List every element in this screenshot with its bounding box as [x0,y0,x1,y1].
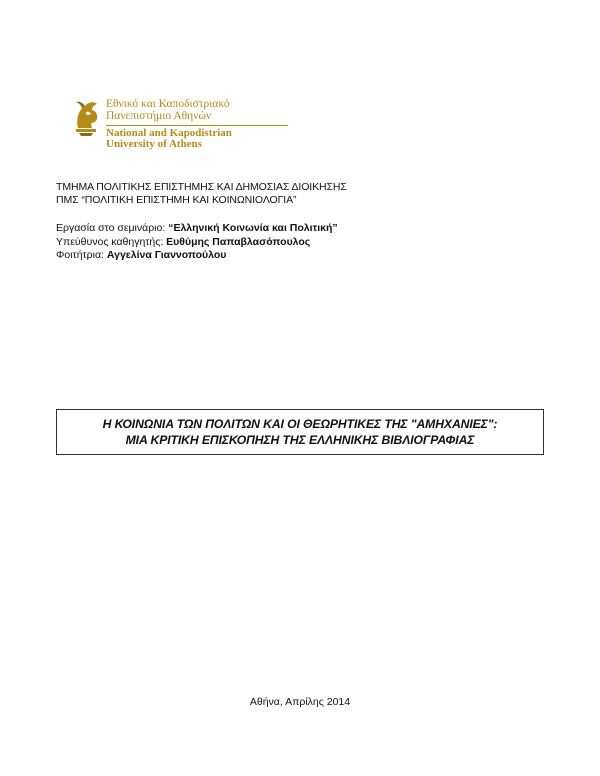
university-logo [72,96,292,156]
supervisor-value: Ευθύμης Παπαβλασόπουλος [166,235,311,248]
logo-divider [106,125,288,126]
supervisor-label: Υπεύθυνος καθηγητής: [56,235,167,248]
department-block [56,181,347,207]
logo-greek-line2: Πανεπιστήμιο Αθηνών [106,110,212,122]
seminar-value: “Ελληνική Κοινωνία και Πολιτική” [168,222,338,234]
seminar-label: Εργασία στο σεμινάριο: [56,222,169,234]
department-name: ΤΜΗΜΑ ΠΟΛΙΤΙΚΗΣ ΕΠΙΣΤΗΜΗΣ ΚΑΙ ΔΗΜΟΣΙΑΣ ΔΙΟΙΚΗΣΗΣ [56,181,347,193]
title-line1: Η ΚΟΙΝΩΝΙΑ ΤΩΝ ΠΟΛΙΤΩΝ ΚΑΙ ΟΙ ΘΕΩΡΗΤΙΚΕΣ ΤΗΣ "ΑΜΗΧΑΝΙΕΣ": [102,417,498,431]
place-date: Αθήνα, Απρίλης 2014 [249,696,351,708]
student-label: Φοιτήτρια: [56,249,107,261]
title-line2: ΜΙΑ ΚΡΙΤΙΚΗ ΕΠΙΣΚΟΠΗΣΗ ΤΗΣ ΕΛΛΗΝΙΚΗΣ ΒΙΒΛΙΟΓΡΑΦΙΑΣ [125,433,475,447]
supervisor-line [56,236,338,250]
student-line [56,249,338,263]
info-block [56,222,338,263]
program-name: ΠΜΣ “ΠΟΛΙΤΙΚΗ ΕΠΙΣΤΗΜΗ ΚΑΙ ΚΟΙΝΩΝΙΟΛΟΓΙΑ” [56,194,297,206]
logo-english-line2: University of Athens [106,138,202,150]
logo-english-line1: National and Kapodistrian [106,127,232,139]
logo-greek-line1: Εθνικό και Καποδιστριακό [106,98,230,110]
title-box [56,409,544,455]
student-value: Αγγελίνα Γιαννοπούλου [106,249,227,261]
athena-head-icon [72,98,102,138]
seminar-line [56,222,338,236]
